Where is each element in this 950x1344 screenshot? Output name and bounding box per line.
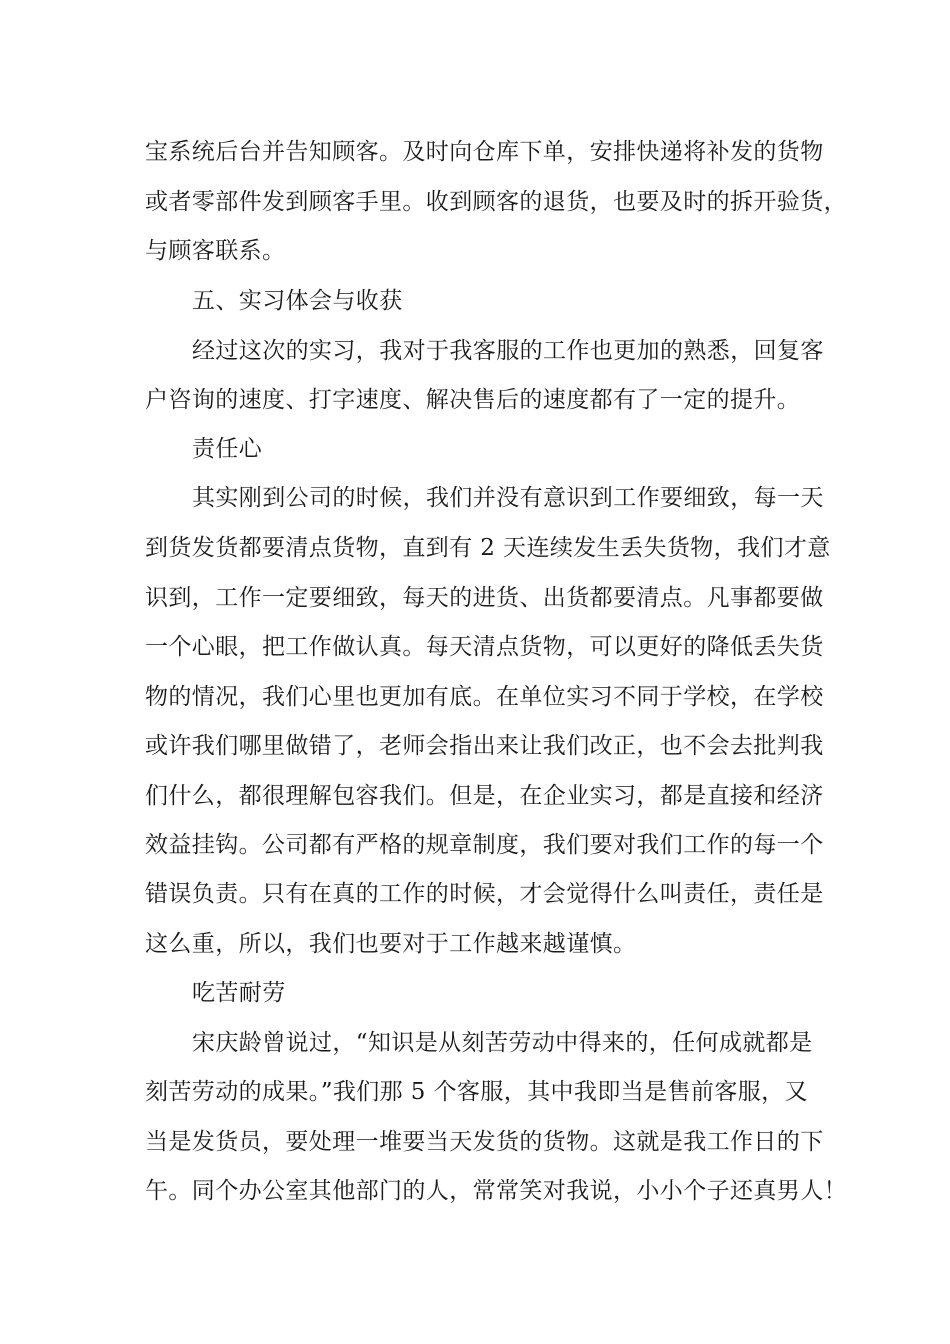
subheading: 责任心 (192, 436, 263, 462)
body-text-line: 户咨询的速度、打字速度、解决售后的速度都有了一定的提升。 (145, 387, 801, 413)
body-text-line: 到货发货都要清点货物，直到有 2 天连续发生丢失货物，我们才意 (145, 535, 831, 561)
body-text-line: 午。同个办公室其他部门的人，常常笑对我说，小小个子还真男人！ (145, 1178, 847, 1204)
body-text-line: 这么重，所以，我们也要对于工作越来越谨慎。 (145, 931, 637, 957)
paragraph-first-line: 经过这次的实习，我对于我客服的工作也更加的熟悉，回复客 (192, 338, 824, 364)
body-text-line: 当是发货员，要处理一堆要当天发货的货物。这就是我工作日的下 (145, 1129, 824, 1155)
body-text-line: 或者零部件发到顾客手里。收到顾客的退货，也要及时的拆开验货， (145, 189, 847, 215)
body-text-line: 与顾客联系。 (145, 238, 286, 264)
section-heading: 五、实习体会与收获 (192, 288, 403, 314)
body-text-line: 或许我们哪里做错了，老师会指出来让我们改正，也不会去批判我 (145, 733, 824, 759)
body-text-line: 宝系统后台并告知顾客。及时向仓库下单，安排快递将补发的货物 (145, 139, 824, 165)
body-text-line: 刻苦劳动的成果。”我们那 5 个客服，其中我即当是售前客服，又 (145, 1079, 808, 1105)
body-text-line: 们什么，都很理解包容我们。但是，在企业实习，都是直接和经济 (145, 783, 824, 809)
body-text-line: 识到，工作一定要细致，每天的进货、出货都要清点。凡事都要做 (145, 585, 824, 611)
body-text-line: 错误负责。只有在真的工作的时候，才会觉得什么叫责任，责任是 (145, 881, 824, 907)
body-text-line: 一个心眼，把工作做认真。每天清点货物，可以更好的降低丢失货 (145, 634, 824, 660)
paragraph-first-line: 其实刚到公司的时候，我们并没有意识到工作要细致，每一天 (192, 485, 824, 511)
paragraph-first-line: 宋庆龄曾说过，“知识是从刻苦劳动中得来的，任何成就都是 (192, 1030, 813, 1056)
body-text-line: 效益挂钩。公司都有严格的规章制度，我们要对我们工作的每一个 (145, 832, 824, 858)
subheading: 吃苦耐劳 (192, 980, 286, 1006)
body-text-line: 物的情况，我们心里也更加有底。在单位实习不同于学校，在学校 (145, 684, 824, 710)
